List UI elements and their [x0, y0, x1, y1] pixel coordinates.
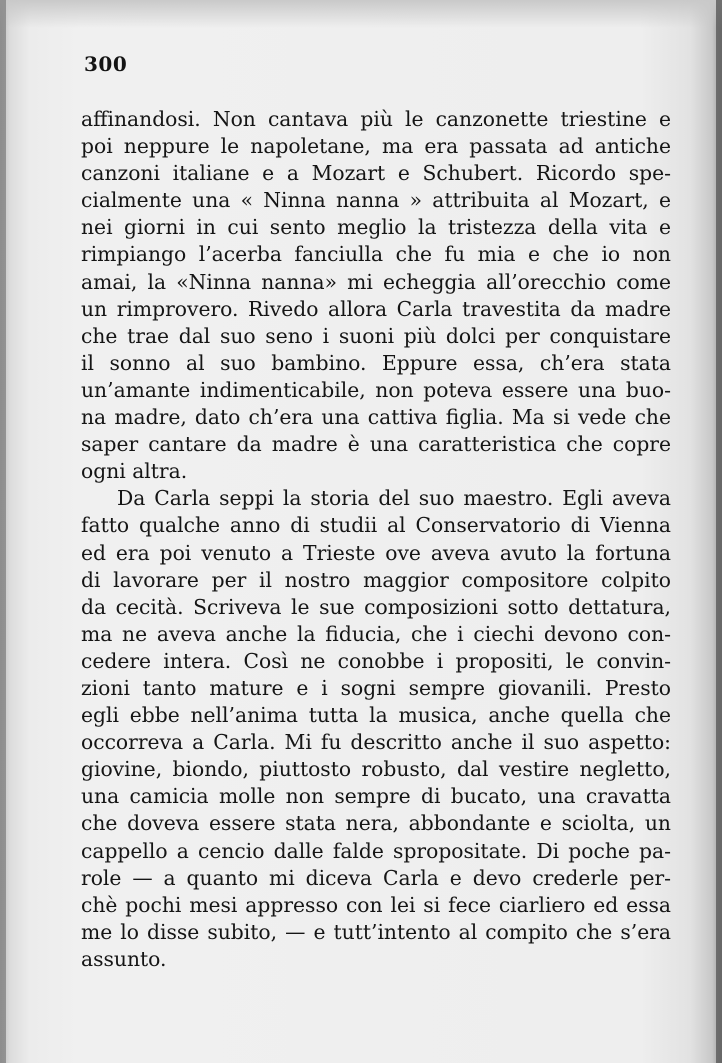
text-line: un’amante indimenticabile, non poteva essere una buo- [81, 377, 671, 402]
text-line: fatto qualche anno di studii al Conservatorio di Vienna [81, 513, 671, 538]
paragraph-end-line: ogni altra. [81, 459, 188, 484]
page-number: 300 [84, 52, 128, 76]
text-line: che trae dal suo seno i suoni più dolci per conquistare [81, 323, 671, 348]
text-line: saper cantare da madre è una caratteristica che copre [81, 432, 671, 457]
text-line: ma ne aveva anche la fiducia, che i ciechi devono con- [81, 621, 671, 646]
text-line: amai, la «Ninna nanna» mi echeggia all’orecchio come [81, 269, 671, 294]
text-line: rimpiango l’acerba fanciulla che fu mia e che io non [81, 242, 671, 267]
text-line: il sonno al suo bambino. Eppure essa, ch’era stata [81, 350, 671, 375]
text-line: che doveva essere stata nera, abbondante e sciolta, un [81, 811, 671, 836]
text-line: cedere intera. Così ne conobbe i propositi, le convin- [81, 648, 671, 673]
text-line: di lavorare per il nostro maggior compositore colpito [81, 567, 671, 592]
top-shadow [0, 0, 722, 28]
text-line: una camicia molle non sempre di bucato, una cravatta [81, 784, 671, 809]
text-line: zioni tanto mature e i sogni sempre giovanili. Presto [81, 675, 671, 700]
text-line: chè pochi mesi appresso con lei si fece ciarliero ed essa [81, 892, 671, 917]
text-line: ed era poi venuto a Trieste ove aveva avuto la fortuna [81, 540, 671, 565]
paragraph-end-line: assunto. [81, 946, 167, 971]
text-line: nei giorni in cui sento meglio la tristezza della vita e [81, 215, 671, 240]
text-line: me lo disse subito, — e tutt’intento al compito che s’era [81, 919, 671, 944]
text-line: giovine, biondo, piuttosto robusto, dal vestire negletto, [81, 757, 671, 782]
left-page-edge [0, 0, 6, 1063]
text-line: cialmente una « Ninna nanna » attribuita al Mozart, e [81, 188, 671, 213]
text-line: cappello a cencio dalle falde spropositate. Di poche pa- [81, 838, 671, 863]
text-line: occorreva a Carla. Mi fu descritto anche il suo aspetto: [81, 730, 671, 755]
right-page-edge [716, 0, 722, 1063]
text-line: na madre, dato ch’era una cattiva figlia. Ma si vede che [81, 405, 671, 430]
text-line: canzoni italiane e a Mozart e Schubert. Ricordo spe- [81, 161, 671, 186]
body-text [81, 106, 671, 973]
text-line: role — a quanto mi diceva Carla e devo crederle per- [81, 865, 671, 890]
text-line: poi neppure le napoletane, ma era passata ad antiche [81, 134, 671, 159]
text-line: egli ebbe nell’anima tutta la musica, anche quella che [81, 703, 671, 728]
text-line: da cecità. Scriveva le sue composizioni sotto dettatura, [81, 594, 671, 619]
paragraph-start-line: Da Carla seppi la storia del suo maestro. Egli aveva [117, 486, 671, 511]
text-line: un rimprovero. Rivedo allora Carla travestita da madre [81, 296, 671, 321]
text-line: affinandosi. Non cantava più le canzonette triestine e [81, 107, 671, 131]
